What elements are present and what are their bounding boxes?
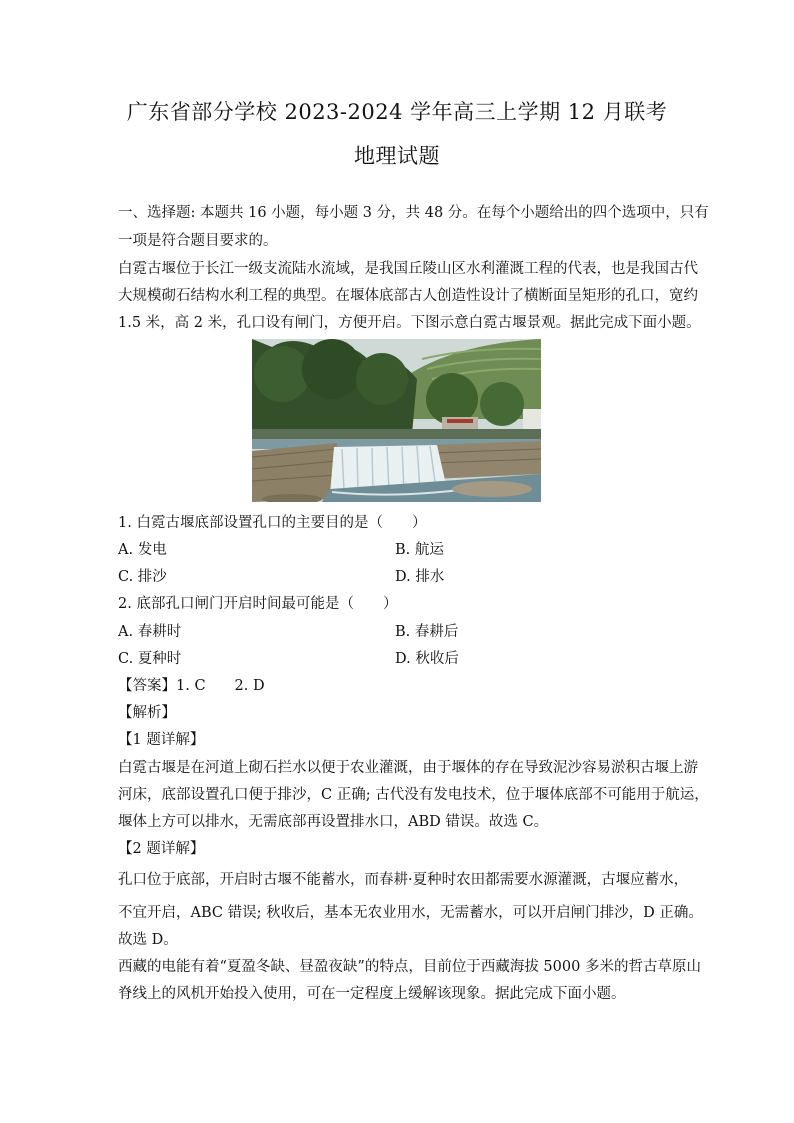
passage-line: 大规模砌石结构水利工程的典型。在堰体底部古人创造性设计了横断面呈矩形的孔口，宽约 [118,288,698,304]
explanation-line: 不宜开启，ABC 错误; 秋收后，基本无农业用水，无需蓄水，可以开启闸门排沙，D 正确。 [118,905,703,921]
q1-detail-heading: 【1 题详解】 [118,732,205,748]
option-a: A. 春耕时 [118,624,182,640]
explanation-line: 河床，底部设置孔口便于排沙，C 正确; 古代没有发电技术，位于堰体底部不可能用于航运， [118,787,709,803]
explanation-line: 堰体上方可以排水，无需底部再设置排水口，ABD 错误。故选 C。 [118,814,549,830]
explanation-line: 故选 D。 [118,932,178,948]
section-intro-line: 一、选择题: 本题共 16 小题，每小题 3 分，共 48 分。在每个小题给出的四个选项中，只有 [118,205,709,221]
exam-subject: 地理试题 [354,144,440,168]
option-c: C. 排沙 [118,569,167,585]
explanation-line: 孔口位于底部，开启时古堰不能蓄水，而春耕·夏种时农田都需要水源灌溉，古堰应蓄水， [118,872,689,888]
q2-detail-heading: 【2 题详解】 [118,841,205,857]
question-stem: 2. 底部孔口闸门开启时间最可能是（ ） [118,596,398,612]
passage-line: 白霓古堰位于长江一级支流陆水流域，是我国丘陵山区水利灌溉工程的代表，也是我国古代 [118,261,698,277]
analysis-label: 【解析】 [118,705,176,721]
option-b: B. 航运 [395,542,444,558]
exam-title: 广东省部分学校 2023-2024 学年高三上学期 12 月联考 [126,100,668,124]
explanation-line: 白霓古堰是在河道上砌石拦水以便于农业灌溉，由于堰体的存在导致泥沙容易淤积古堰上游 [118,760,698,776]
option-d: D. 秋收后 [395,651,459,667]
option-b: B. 春耕后 [395,624,459,640]
passage-line: 1.5 米，高 2 米，孔口设有闸门，方便开启。下图示意白霓古堰景观。据此完成下面小题。 [118,315,701,331]
passage-line: 西藏的电能有着“夏盈冬缺、昼盈夜缺”的特点，目前位于西藏海拔 5000 多米的哲古草原山 [118,959,701,975]
question-stem: 1. 白霓古堰底部设置孔口的主要目的是（ ） [118,515,427,531]
option-a: A. 发电 [118,542,167,558]
passage-line: 脊线上的风机开始投入使用，可在一定程度上缓解该现象。据此完成下面小题。 [118,986,626,1002]
answer-label: 【答案】1. C 2. D [118,678,265,694]
option-d: D. 排水 [395,569,445,585]
section-intro-line: 一项是符合题目要求的。 [118,233,278,249]
option-c: C. 夏种时 [118,651,182,667]
weir-landscape-photo [252,339,541,502]
